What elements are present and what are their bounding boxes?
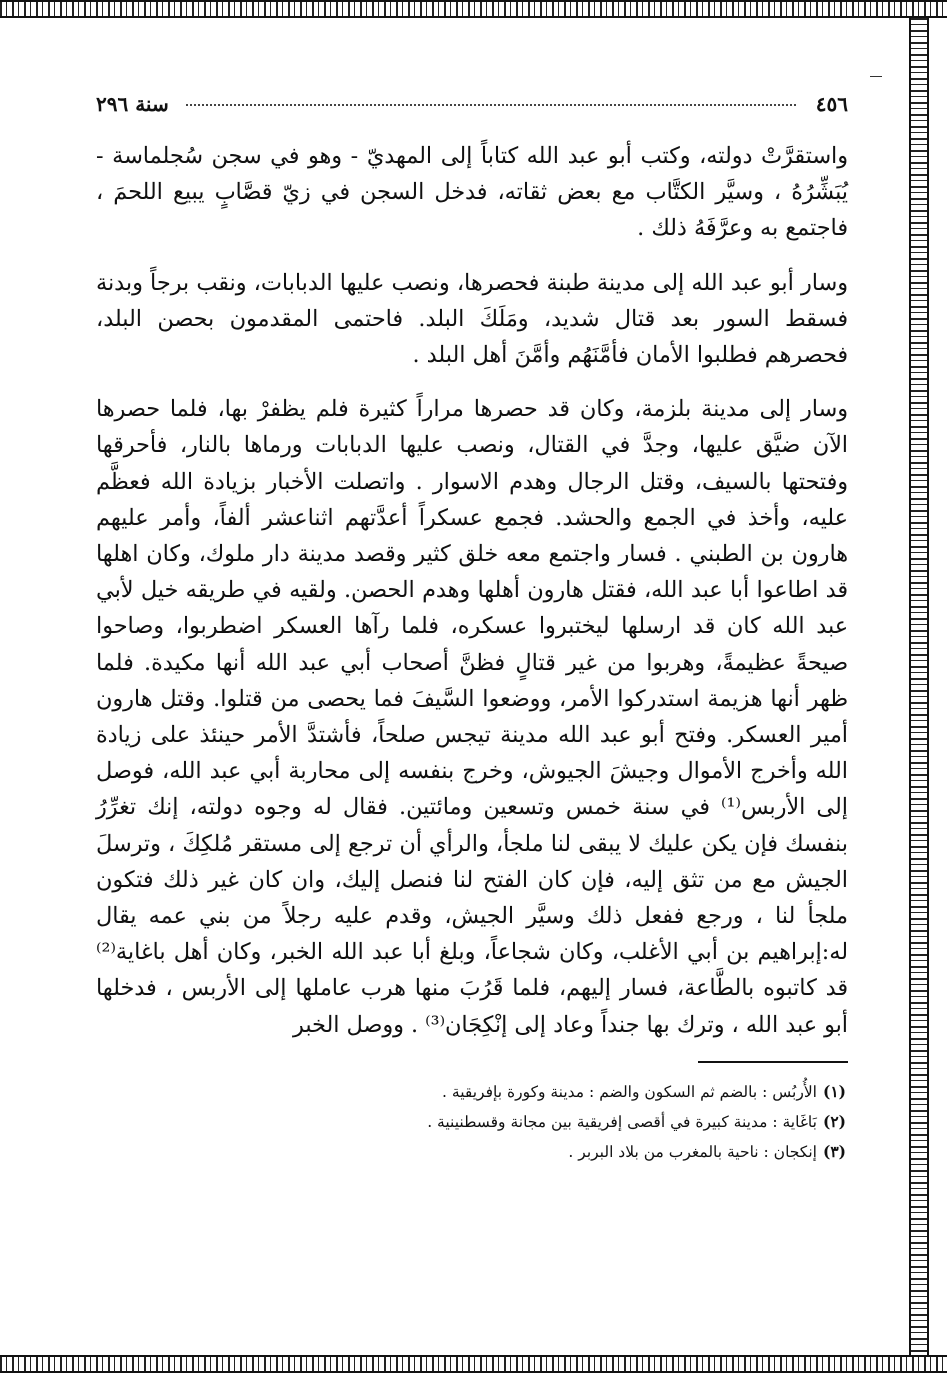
margin-mark [870, 76, 882, 77]
decorative-border-top [0, 0, 947, 18]
footnotes [96, 1077, 848, 1167]
paragraph-1: واستقرَّتْ دولته، وكتب أبو عبد الله كتاباً إلى المهديّ - وهو في سجن سُجلماسة - يُبَشِّرُهُ ، وسيَّر الكتَّاب مع بعض ثقاته، فدخل السجن في زيّ قصَّابٍ يبيع اللحمَ ، فاجتمع به وعرَّفَهُ ذلك . [96, 143, 848, 242]
main-text [96, 138, 848, 1043]
decorative-border-bottom [0, 1355, 947, 1373]
footnote-separator [698, 1061, 848, 1063]
footnote-text: إنكجان : ناحية بالمغرب من بلاد البربر . [568, 1142, 817, 1161]
header-dotted-leader [186, 104, 796, 106]
page-number: ٤٥٦ [815, 92, 848, 116]
footnote-number: (٢) [822, 1111, 846, 1131]
book-page [96, 88, 848, 1167]
paragraph-2: وسار أبو عبد الله إلى مدينة طبنة فحصرها، ونصب عليها الدبابات، ونقب برجاً وبدنة فسقط السور بعد قتال شديد، ومَلَكَ البلد. فاحتمى المقدمون بحصن البلد، فحصرهم فطلبوا الأمان فأمَّنَهُم وأمَّنَ أهل البلد . [96, 269, 848, 369]
footnote-3 [96, 1137, 848, 1167]
footnote-text: بَاغَاية : مدينة كبيرة في أقصى إفريقية بين مجانة وقسطنينية . [427, 1112, 817, 1131]
footnote-number: (١) [822, 1081, 846, 1101]
footnote-2 [96, 1107, 848, 1137]
decorative-border-right [909, 18, 929, 1355]
footnote-number: (٣) [822, 1141, 846, 1161]
footnote-1 [96, 1077, 848, 1107]
running-head-year: سنة ٢٩٦ [96, 92, 169, 116]
paragraph-3: وسار إلى مدينة بلزمة، وكان قد حصرها مراراً كثيرة فلم يظفرْ بها، فلما حصرها الآن ضيَّق عليها، وجدَّ في القتال، ونصب عليها الدبابات ورماها بالنار، فأحرقها وفتحتها بالسيف، وقتل الرجال وهدم الاسوار . واتصلت الأخبار بزيادة الله فعظَّم عليه، وأخذ في الجمع والحشد. فجمع عسكراً أعدَّتهم اثناعشر ألفاً، وأمر عليهم هارون بن الطبني . فسار واجتمع معه خلق كثير وقصد مدينة دار ملوك، وكان اهلها قد اطاعوا أبا عبد الله، فقتل هارون أهلها وهدم الحصن. ولقيه في طريقه خيل لأبي عبد الله كان قد ارسلها ليختبروا عسكره، فلما رآها العسكر اضطربوا، وصاحوا صيحةً عظيمةً، وهربوا من غير قتالٍ فظنَّ أصحاب أبي عبد الله أنها مكيدة. فلما ظهر أنها هزيمة استدركوا الأمر، ووضعوا السَّيفَ فما يحصى من قتلوا. وقتل هارون أمير العسكر. وفتح أبو عبد الله مدينة تيجس صلحاً، فأشتدَّ الأمر حينئذ على زيادة الله وأخرج الأموال وجيشَ الجيوش، وخرج بنفسه إلى محاربة أبي عبد الله، فوصل إلى الأربس⁽¹⁾ في سنة خمس وتسعين ومائتين. فقال له وجوه دولته، إنك تغرِّرُ بنفسك فإن يكن عليك لا يبقى لنا ملجأ، والرأي أن ترجع إلى مستقر مُلكِكَ ، وترسلَ الجيش مع من تثق إليه، فإن كان الفتح لنا فنصل إليك، وان كان غير ذلك فتكون ملجأ لنا ، ورجع ففعل ذلك وسيَّر الجيش، وقدم عليه رجلاً من بني عمه يقال له:إبراهيم بن أبي الأغلب، وكان شجاعاً، وبلغ أبا عبد الله الخبر، وكان أهل باغاية⁽²⁾ قد كاتبوه بالطَّاعة، فسار إليهم، فلما قَرُبَ منها هرب عاملها إلى الأربس ، فدخلها أبو عبد الله ، وترك بها جنداً وعاد إلى إنْكِجَان⁽³⁾ . ووصل الخبر [96, 396, 849, 1038]
footnote-text: الأُربُس : بالضم ثم السكون والضم : مدينة وكورة بإفريقية . [442, 1082, 817, 1101]
page-header [96, 88, 848, 120]
